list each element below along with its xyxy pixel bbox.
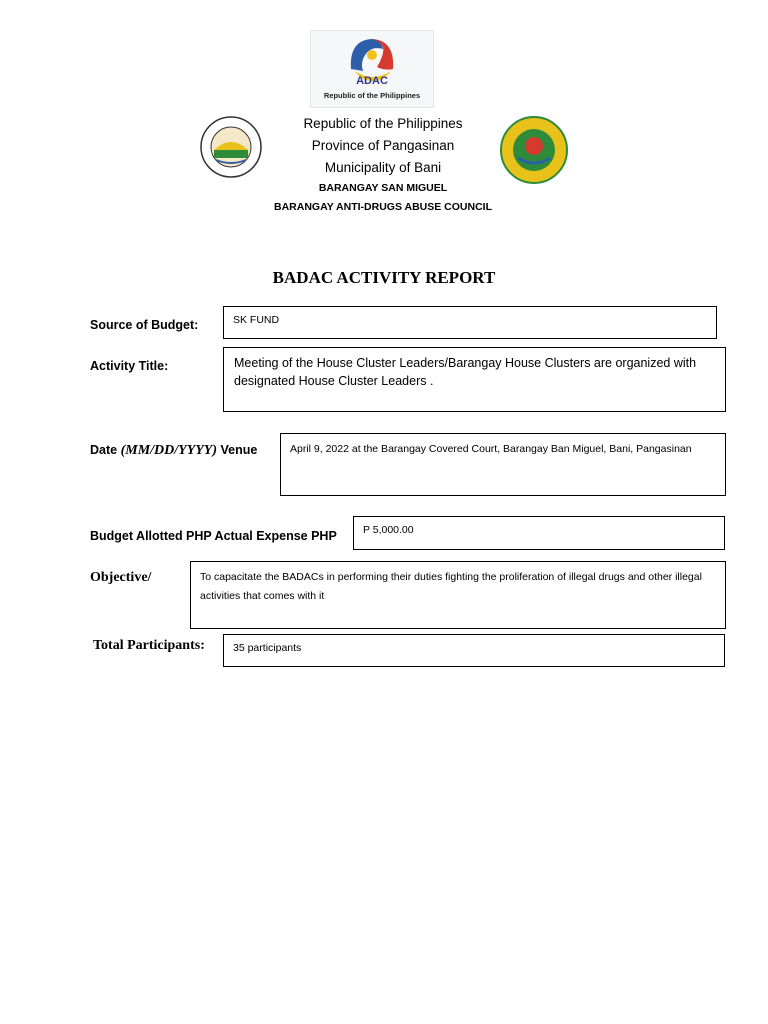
- report-title: BADAC ACTIVITY REPORT: [272, 268, 496, 287]
- municipal-seal-text: [200, 116, 201, 117]
- header-province: Province of Pangasinan: [311, 138, 455, 153]
- header-republic: Republic of the Philippines: [303, 116, 463, 131]
- header-council: BARANGAY ANTI-DRUGS ABUSE COUNCIL: [274, 201, 492, 213]
- venue-label: Venue: [220, 443, 258, 457]
- objective-field: To capacitate the BADACs in performing their duties fighting the proliferation of illegal drugs and other illegal activities that comes with it: [190, 561, 726, 629]
- header-municipality: Municipality of Bani: [324, 160, 442, 175]
- total-participants-label: Total Participants:: [93, 638, 205, 653]
- source-of-budget-label: Source of Budget:: [90, 318, 199, 332]
- total-participants-field: 35 participants: [223, 634, 725, 667]
- date-format-label: (MM/DD/YYYY): [120, 443, 218, 458]
- date-label-prefix: Date: [90, 443, 118, 457]
- source-of-budget-field: SK FUND: [223, 306, 717, 339]
- date-venue-label: [90, 443, 257, 459]
- budget-field: P 5,000.00: [353, 516, 725, 550]
- adac-logo-subtitle: Republic of the Philippines: [323, 91, 421, 100]
- objective-label: Objective/: [90, 570, 152, 585]
- activity-title-label: Activity Title:: [90, 359, 169, 373]
- adac-logo: [310, 30, 434, 108]
- budget-label: Budget Allotted PHP Actual Expense PHP: [90, 529, 337, 543]
- header-barangay: BARANGAY SAN MIGUEL: [318, 182, 448, 194]
- activity-title-field: Meeting of the House Cluster Leaders/Barangay House Clusters are organized with designated House Cluster Leaders .: [223, 347, 726, 412]
- adac-logo-brand: ADAC: [356, 75, 388, 87]
- date-venue-field: April 9, 2022 at the Barangay Covered Court, Barangay Ban Miguel, Bani, Pangasinan: [280, 433, 726, 496]
